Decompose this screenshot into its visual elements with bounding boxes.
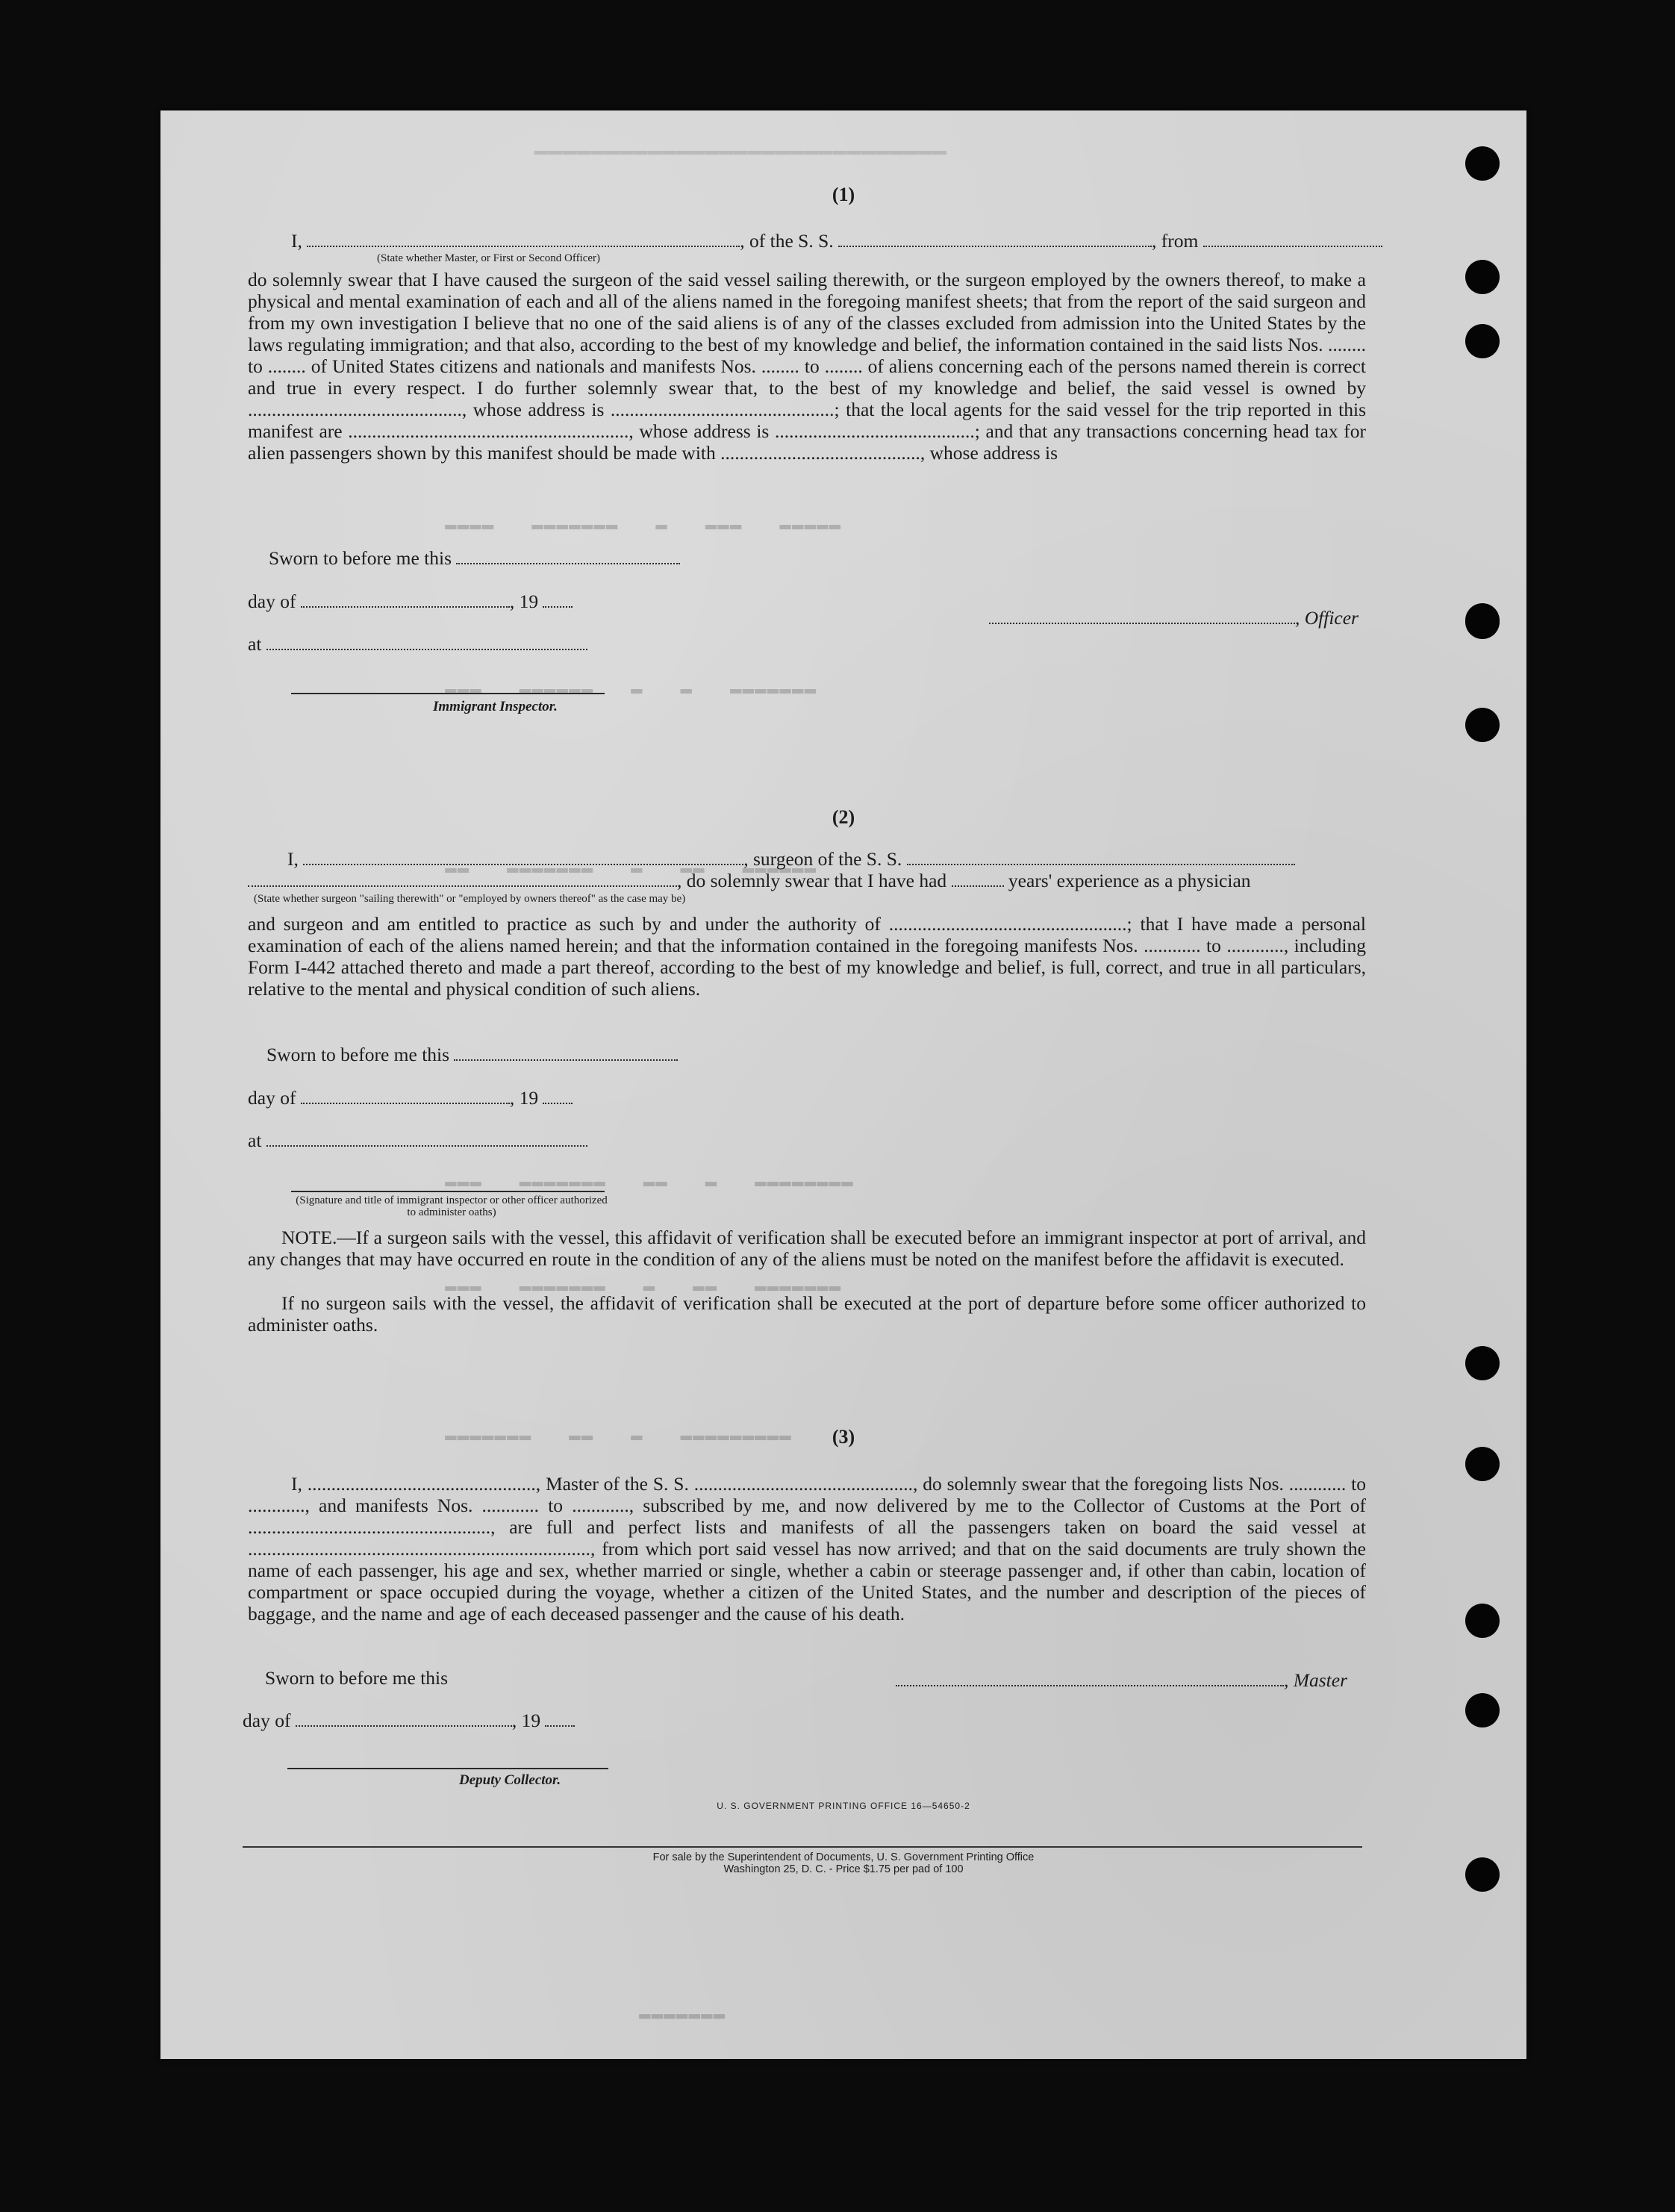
place-blank[interactable] [266,1130,587,1147]
surgeon-note-paragraph: NOTE.—If a surgeon sails with the vessel, this affidavit of verification shall be executed before an immigrant inspector at port of arrival, and any changes that may have occurred en route in the condition of any of the aliens must be noted on the manifest before the affidavit is executed. [248,1227,1366,1270]
show-through-texture: ▬▬▬▬▬▬▬▬▬ ▬ ▬▬ ▬▬▬▬▬▬▬ [444,1424,791,1447]
section-1-oath-text: do solemnly swear that I have caused the surgeon of the said vessel sailing therewith, or the surgeon employed by the owners thereof, to make a physical and mental examination of each and all of the aliens named in the foregoing manifest sheets; that from the report of the said surgeon and from my own investigation I believe that no one of the said aliens is of any of the classes excluded from admission into the United States by the laws regulating immigration; and that also, according to the best of my knowledge and belief, the information contained in the said lists Nos. ........ to ........ of United States citizens and nationals and manifests Nos. ........ to ........ of aliens concerning each of the persons named therein is correct and true in every respect. I do further solemnly swear that, to the best of my knowledge and belief, the said vessel is owned by ............................................., whose address is ...............................................; that the local agents for the said vessel for the trip reported in this manifest are ..........................................................., whose address is ..........................................; and that any transactions concerning head tax for alien passengers shown by this manifest should be made with .........................................., whose address is [248,269,1366,464]
year-blank[interactable] [545,1710,575,1727]
sworn-label: Sworn to before me this [265,1667,449,1689]
years-blank[interactable] [952,870,1004,887]
gpo-imprint: U. S. GOVERNMENT PRINTING OFFICE 16—54650-2 [717,1801,970,1811]
sworn-label: Sworn to before me this [266,1044,450,1065]
surgeon-of-ss-label: , surgeon of the S. S. [743,848,902,870]
section-2-i-label: I, [287,848,299,870]
section-1-heading-line [291,230,1366,252]
binder-hole [1465,1447,1500,1481]
sale-line-2: Washington 25, D. C. - Price $1.75 per pad of 100 [723,1863,964,1875]
binder-hole [1465,708,1500,742]
no-surgeon-note-paragraph: If no surgeon sails with the vessel, the affidavit of verification shall be executed at the port of departure before some officer authorized to administer oaths. [248,1292,1366,1336]
from-blank[interactable] [1203,231,1382,247]
sworn-date-blank[interactable] [456,548,680,564]
section-3-oath-text: I, ................................................, Master of the S. S. .............................................., do solemnly swear that the foregoing lists Nos. ............ to ............, and manifests Nos. ............ to ............, subscribed by me, and now delivered by me to the Collector of Customs at the Port of ..................................................., are full and perfect lists and manifests of all the passengers taken on board the said vessel at ........................................................................, from which port said vessel has now arrived; and that on the said documents are truly shown the name of each passenger, his age and sex, whether married or single, whether a cabin or steerage passenger and, if other than cabin, location of compartment or space occupied during the voyage, whether a citizen of the United States, and the number and description of the pieces of baggage, and the name and age of each deceased passenger and the cause of his death. [248,1473,1366,1624]
section-1-at-line [248,633,587,655]
master-note: (State whether Master, or First or Second Officer) [377,252,601,264]
binder-hole [1465,1693,1500,1727]
section-2-swear-line [248,870,1251,892]
section-3-sworn-line [265,1667,448,1689]
surgeon-note: (State whether surgeon "sailing therewith" or "employed by owners thereof" as the case may be) [254,893,686,905]
day-of-label: day of [243,1710,291,1731]
of-ss-label: , of the S. S. [740,230,834,252]
year-label: , 19 [509,591,539,612]
vessel-name-blank[interactable] [838,231,1152,247]
surgeon-name-blank[interactable] [303,849,743,865]
swear-label: , do solemnly swear that I have had [677,870,947,891]
day-of-label: day of [248,1087,296,1109]
day-of-label: day of [248,591,296,612]
show-through-texture: ▬▬▬▬▬▬▬ ▬ ▬ ▬▬▬▬▬▬ ▬▬▬ [444,678,817,700]
collector-signature-line [287,1768,608,1769]
section-1-sworn-line [269,547,680,570]
section-2-heading-line [287,848,1295,870]
year-label: , 19 [509,1087,539,1109]
officer-label: , Officer [1295,607,1359,629]
show-through-texture: ▬▬▬▬▬▬▬ ▬▬ ▬ ▬▬▬▬▬▬▬ ▬▬▬ [444,1275,841,1297]
officer-signature-blank[interactable] [989,608,1295,624]
at-label: at [248,1130,262,1151]
sworn-date-blank[interactable] [454,1044,678,1061]
binder-hole [1465,1604,1500,1638]
section-1-day-line [248,591,573,613]
binder-hole [1465,146,1500,181]
day-blank[interactable] [301,1088,510,1104]
sale-line-1: For sale by the Superintendent of Documents, U. S. Government Printing Office [652,1851,1035,1863]
section-3-master-line [896,1669,1347,1692]
day-blank[interactable] [296,1710,512,1727]
immigrant-inspector-caption: Immigrant Inspector. [433,699,558,714]
show-through-texture: ▬▬▬▬▬ ▬▬▬ ▬ ▬▬▬▬▬▬▬ ▬▬▬▬ [444,514,841,536]
show-through-texture: ▬▬▬▬▬▬▬ [638,2003,726,2025]
section-2-sworn-line [266,1044,678,1066]
sworn-label: Sworn to before me this [269,547,452,569]
footer-rule [243,1846,1362,1848]
section-2-oath-text: and surgeon and am entitled to practice as such by and under the authority of ..................................................; that I have made a personal examination of each of the aliens named herein; and that the information contained in the foregoing manifests Nos. ............ to ............, including Form I-442 attached thereto and made a part thereof, according to the best of my knowledge and belief, is full, correct, and true in all particulars, relative to the mental and physical condition of such aliens. [248,913,1366,1000]
binder-hole [1465,260,1500,294]
show-through-texture: ▬▬▬▬▬▬▬▬ ▬ ▬▬ ▬▬▬▬▬▬▬ ▬▬▬ [444,1171,853,1193]
year-blank[interactable] [543,591,573,608]
section-3-day-line [243,1710,575,1732]
inspector-signature-line [291,693,605,694]
binder-hole [1465,605,1500,639]
show-through-texture: ━━━━━━━━━━━━━━━━━━━━━━━━━━━━━ [534,143,946,168]
section-1-number: (1) [832,184,855,205]
signature-note: (Signature and title of immigrant inspector or other officer authorized to administer oaths) [296,1194,608,1218]
manifest-page [160,110,1526,2059]
years-label: years' experience as a physician [1008,870,1251,891]
section-1-i-label: I, [291,230,302,252]
section-2-day-line [248,1087,573,1109]
master-label: , Master [1284,1669,1347,1691]
from-label: , from [1152,230,1199,252]
officer-signature-line [291,1191,605,1192]
name-blank[interactable] [307,231,740,247]
at-label: at [248,633,262,655]
master-signature-blank[interactable] [896,1670,1284,1686]
year-blank[interactable] [543,1088,573,1104]
section-3-number: (3) [832,1426,855,1448]
binder-hole [1465,324,1500,358]
binder-hole [1465,1346,1500,1380]
section-1-officer-line [989,607,1359,629]
day-blank[interactable] [301,591,510,608]
deputy-collector-caption: Deputy Collector. [459,1772,561,1788]
show-through-texture: ▬▬▬▬▬▬ ▬▬ ▬ ▬▬▬▬▬▬▬ ▬▬ [444,857,817,879]
surgeon-type-blank[interactable] [248,870,677,887]
section-2-at-line [248,1130,587,1152]
place-blank[interactable] [266,634,587,650]
year-label: , 19 [511,1710,541,1731]
section-2-number: (2) [832,806,855,828]
surgeon-vessel-blank[interactable] [907,849,1295,865]
